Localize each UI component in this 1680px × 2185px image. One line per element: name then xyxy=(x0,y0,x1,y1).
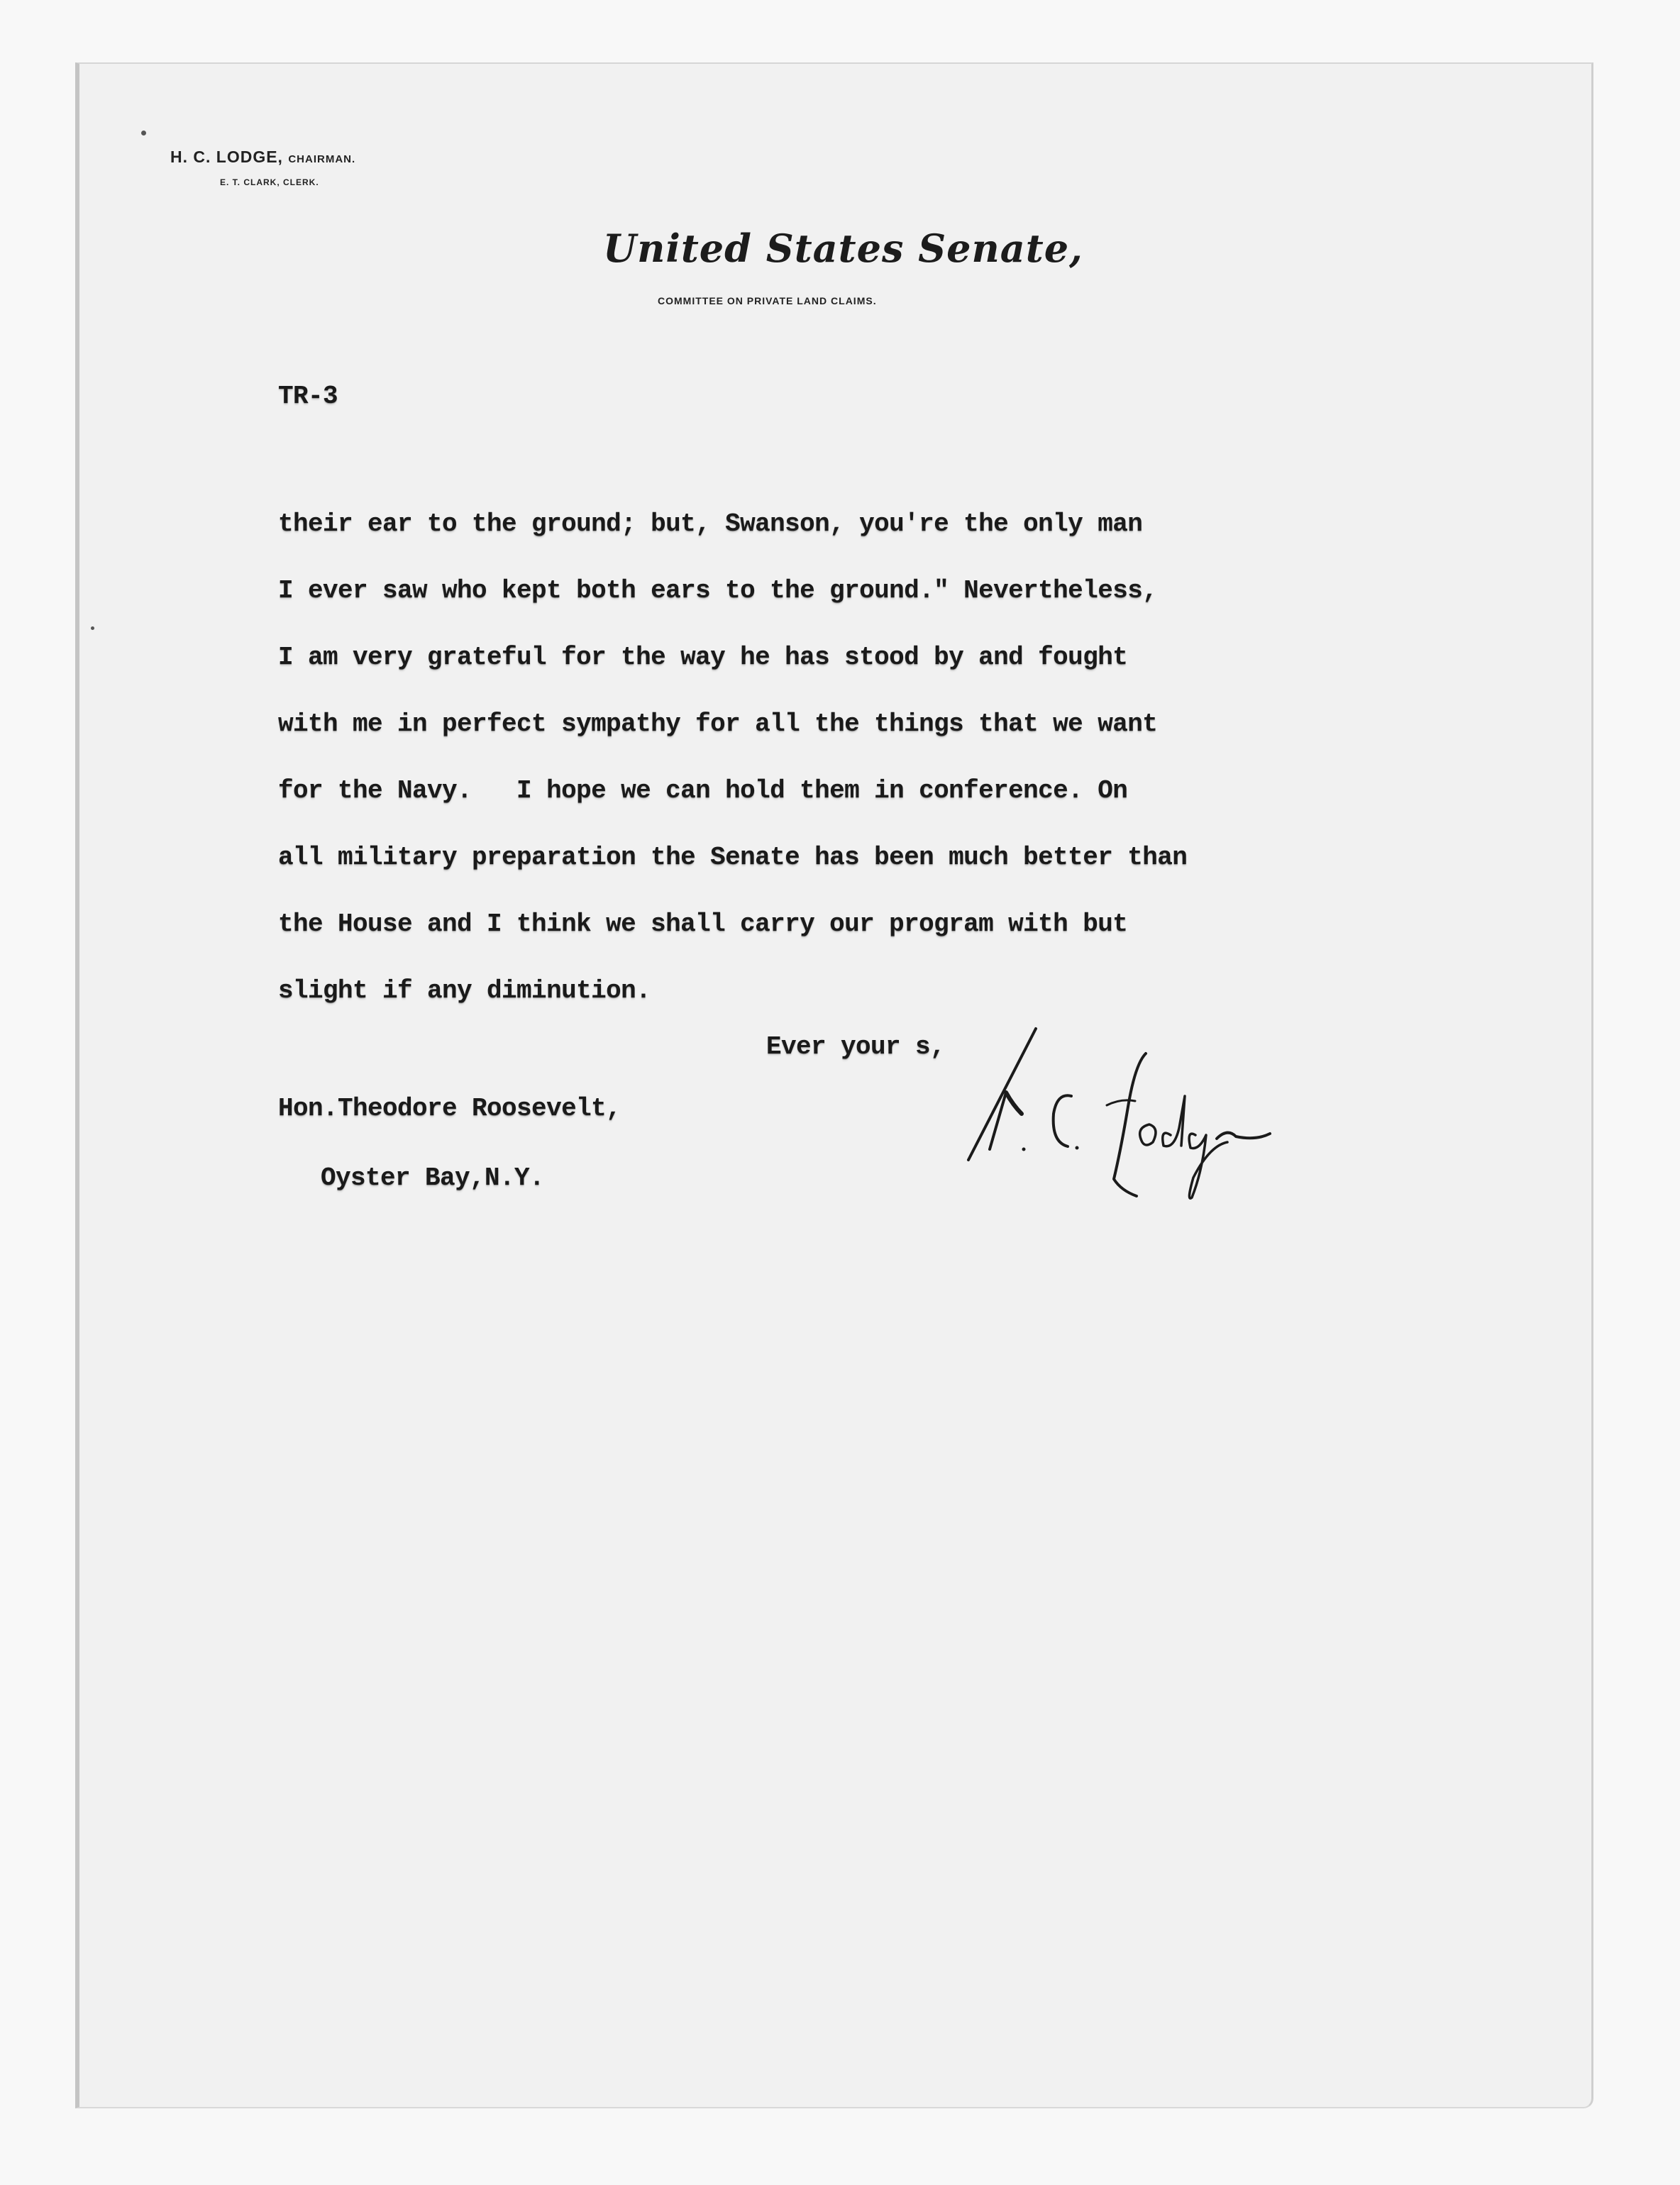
paper-speck xyxy=(91,626,94,630)
body-line: their ear to the ground; but, Swanson, you're the only man xyxy=(278,509,1143,538)
body-line: with me in perfect sympathy for all the things that we want xyxy=(278,709,1158,739)
closing: Ever your s, xyxy=(766,1032,946,1061)
addressee-address: Oyster Bay,N.Y. xyxy=(321,1163,545,1193)
chairman-name: H. C. LODGE, xyxy=(170,148,283,166)
body-line: slight if any diminution. xyxy=(278,976,651,1005)
committee-name: COMMITTEE ON PRIVATE LAND CLAIMS. xyxy=(658,295,877,306)
body-line: I am very grateful for the way he has stood by and fought xyxy=(278,643,1128,672)
letterhead-chairman xyxy=(170,148,355,167)
senate-masthead: United States Senate, xyxy=(603,226,1083,271)
handwritten-signature xyxy=(929,1022,1341,1213)
chairman-title: CHAIRMAN. xyxy=(288,153,356,165)
body-line: I ever saw who kept both ears to the ground." Nevertheless, xyxy=(278,576,1158,605)
letterhead-clerk: E. T. CLARK, CLERK. xyxy=(220,177,319,187)
page-reference: TR-3 xyxy=(278,382,338,411)
letter-page xyxy=(75,62,1593,2108)
paper-speck xyxy=(141,131,146,135)
addressee-name: Hon.Theodore Roosevelt, xyxy=(278,1094,621,1123)
body-line: all military preparation the Senate has been much better than xyxy=(278,843,1188,872)
body-line: the House and I think we shall carry our program with but xyxy=(278,909,1128,939)
body-line: for the Navy. I hope we can hold them in conference. On xyxy=(278,776,1128,805)
